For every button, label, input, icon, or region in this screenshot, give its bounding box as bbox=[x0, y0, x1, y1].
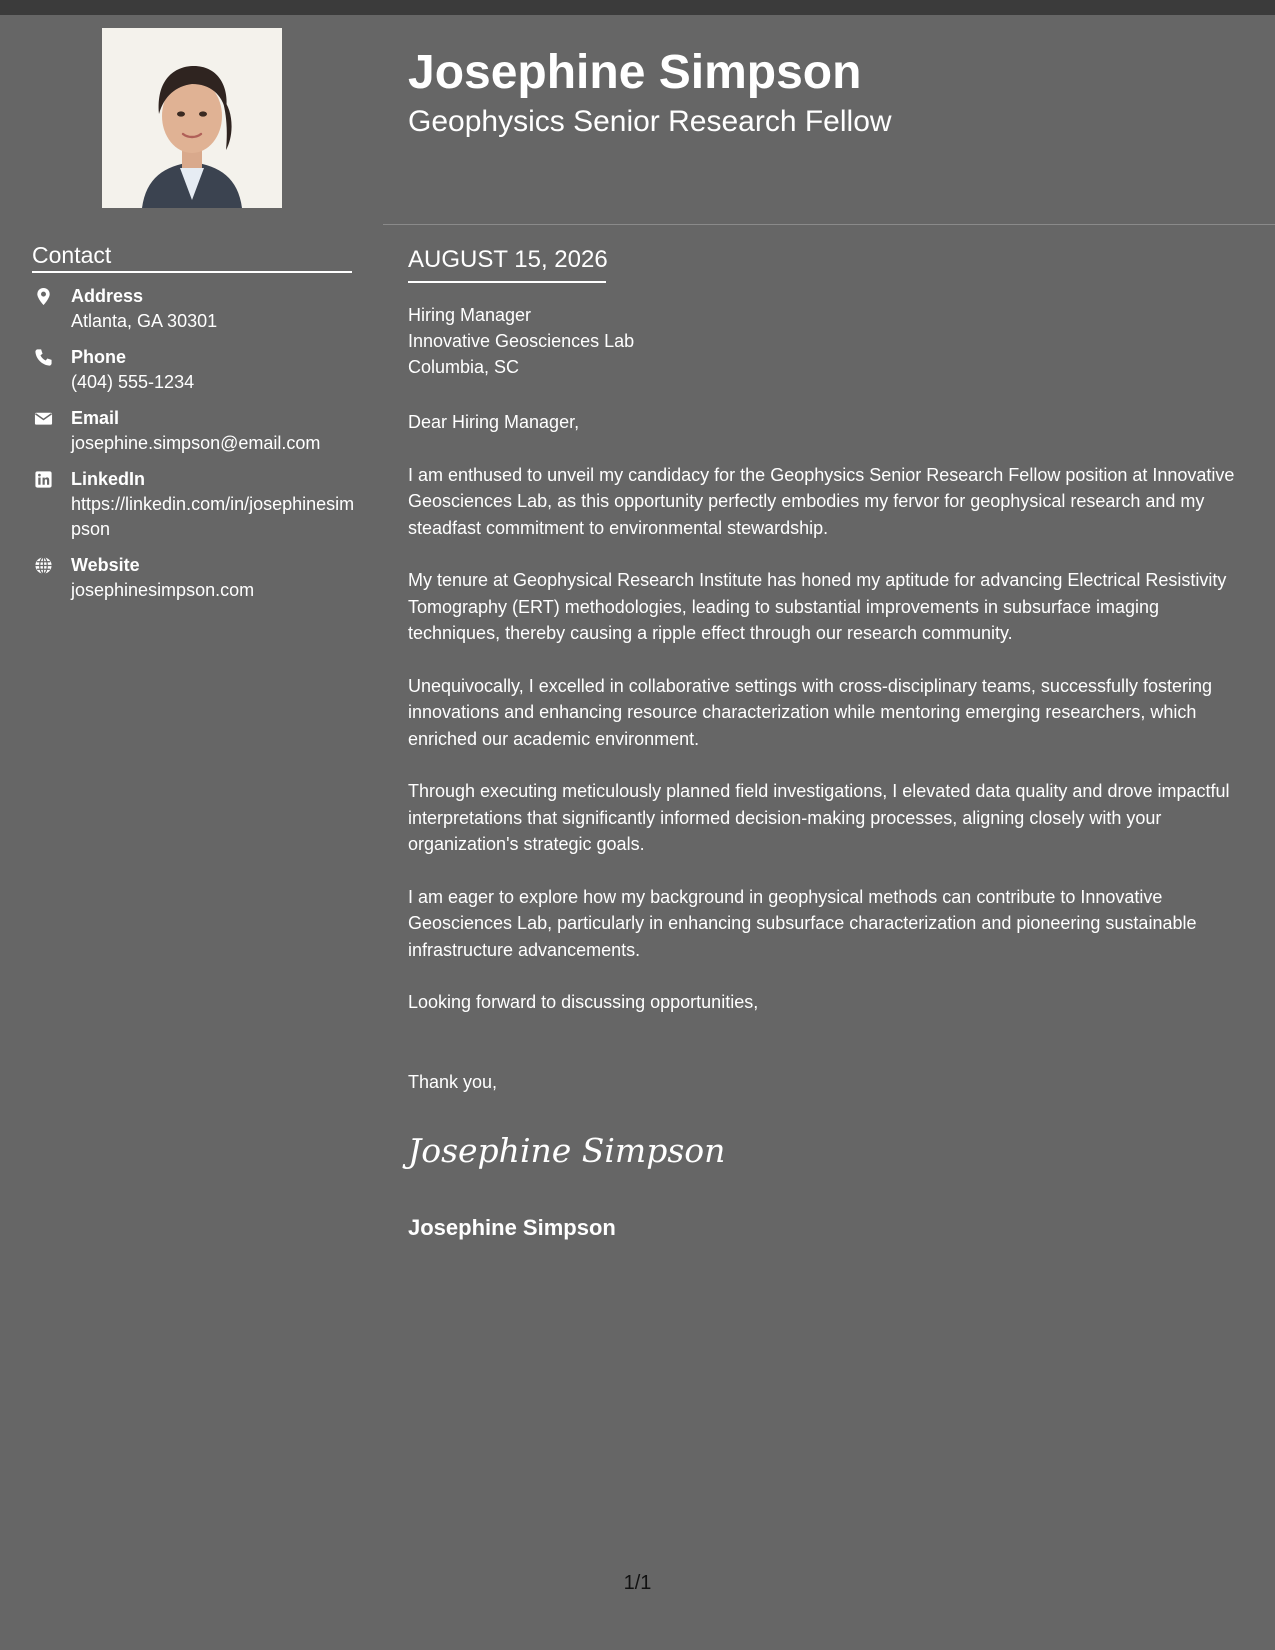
contact-label: Email bbox=[71, 408, 120, 428]
contact-value[interactable]: josephine.simpson@email.com bbox=[71, 433, 321, 453]
contact-label: LinkedIn bbox=[71, 469, 146, 489]
contact-label: Address bbox=[71, 286, 144, 306]
contact-value[interactable]: https://linkedin.com/in/josephinesimpson bbox=[71, 494, 355, 539]
globe-icon bbox=[34, 556, 53, 575]
contact-label: Phone bbox=[71, 347, 127, 367]
contact-label: Website bbox=[71, 555, 140, 575]
contact-item-website bbox=[32, 553, 362, 603]
linkedin-icon bbox=[34, 470, 53, 489]
recipient-block bbox=[408, 302, 634, 380]
contact-value: (404) 555-1234 bbox=[71, 372, 195, 392]
contact-value: Atlanta, GA 30301 bbox=[71, 311, 218, 331]
contact-list bbox=[32, 284, 362, 614]
profile-photo bbox=[102, 28, 282, 208]
body-paragraph: My tenure at Geophysical Research Institute has honed my aptitude for advancing Electrical Resistivity Tomography (ERT) methodologies, leading to substantial improvements in subsurface imaging techniques, thereby causing a ripple effect through our research community. bbox=[408, 570, 1227, 643]
contact-item-phone bbox=[32, 345, 362, 395]
recipient-name: Hiring Manager bbox=[408, 305, 532, 325]
contact-value[interactable]: josephinesimpson.com bbox=[71, 580, 255, 600]
contact-heading: Contact bbox=[32, 242, 112, 268]
contact-item-linkedin bbox=[32, 467, 362, 542]
signature-text: Josephine Simpson bbox=[408, 1131, 726, 1170]
top-bar bbox=[0, 0, 1275, 15]
phone-icon bbox=[34, 348, 53, 367]
candidate-name: Josephine Simpson bbox=[408, 46, 862, 99]
date-rule bbox=[408, 281, 606, 283]
letter-body bbox=[408, 409, 1253, 1121]
contact-item-address bbox=[32, 284, 362, 334]
salutation: Dear Hiring Manager, bbox=[408, 412, 580, 432]
map-pin-icon bbox=[34, 287, 53, 306]
envelope-icon bbox=[34, 409, 53, 428]
page-indicator: 1/1 bbox=[623, 1572, 652, 1594]
recipient-company: Innovative Geosciences Lab bbox=[408, 331, 635, 351]
body-paragraph: I am eager to explore how my background in geophysical methods can contribute to Innovative Geosciences Lab, particularly in enhancing subsurface characterization and pioneering sustainable infrastructure advancements. bbox=[408, 886, 1197, 960]
body-paragraph: I am enthused to unveil my candidacy for the Geophysics Senior Research Fellow position at Innovative Geosciences Lab, as this opportunity perfectly embodies my fervor for geophysical research and my steadfast commitment to environmental stewardship. bbox=[408, 464, 1235, 538]
contact-heading-rule bbox=[32, 271, 352, 273]
handwritten-signature bbox=[406, 1125, 726, 1175]
sign-off: Thank you, bbox=[408, 1071, 498, 1092]
header-divider bbox=[383, 224, 1275, 225]
closing-line: Looking forward to discussing opportunities, bbox=[408, 992, 759, 1012]
body-paragraph: Through executing meticulously planned field investigations, I elevated data quality and drove impactful interpretations that significantly informed decision-making processes, aligning closely with your organization's strategic goals. bbox=[408, 781, 1230, 854]
signer-name: Josephine Simpson bbox=[408, 1215, 616, 1240]
recipient-location: Columbia, SC bbox=[408, 357, 520, 377]
contact-item-email bbox=[32, 406, 362, 456]
letter-date: AUGUST 15, 2026 bbox=[408, 246, 608, 273]
candidate-title: Geophysics Senior Research Fellow bbox=[408, 105, 892, 138]
body-paragraph: Unequivocally, I excelled in collaborative settings with cross-disciplinary teams, successfully fostering innovations and enhancing resource characterization while mentoring emerging researchers, which enriched our academic environment. bbox=[408, 675, 1213, 749]
